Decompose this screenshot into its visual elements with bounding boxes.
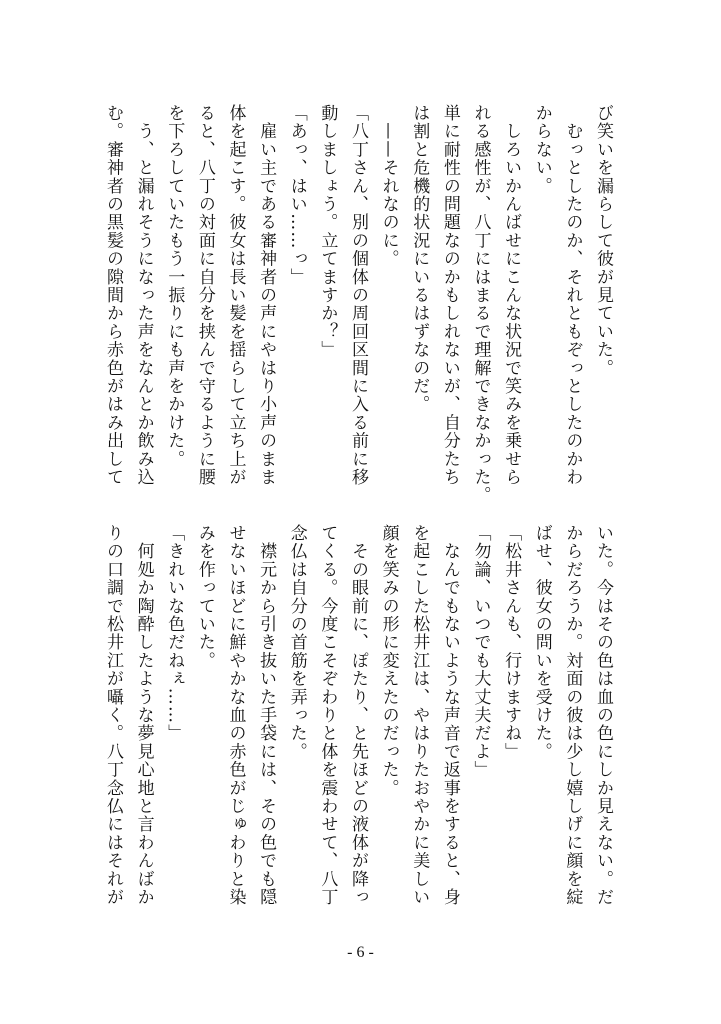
text-line: 顔を笑みの形に変えたのだった。 xyxy=(378,524,399,797)
text-line: う、と漏れそうになった声をなんとか飲み込 xyxy=(133,104,154,487)
text-line: からない。 xyxy=(531,104,552,195)
text-line: れる感性が、八丁にはまるで理解できなかった。 xyxy=(470,104,491,505)
text-line: しろいかんばせにこんな状況で笑みを乗せら xyxy=(501,104,522,487)
page-number: - 6 - xyxy=(347,944,374,961)
text-line: その眼前に、ぽたり、と先ほどの液体が降っ xyxy=(348,524,368,907)
text-line: 単に耐性の問題なのかもしれないが、自分たち xyxy=(439,104,460,487)
text-line: 念仏は自分の首筋を弄った。 xyxy=(286,524,307,761)
lower-text-block xyxy=(103,524,613,924)
text-line: からだろうか。対面の彼は少し嬉しげに顔を綻 xyxy=(562,524,583,907)
text-line: なんでもないような声音で返事をすると、身 xyxy=(439,524,460,907)
text-line: いた。今はその色は血の色にしか見えない。だ xyxy=(593,524,613,907)
text-line: 「あっ、はい……っ」 xyxy=(286,104,307,286)
text-line: 何処か陶酔したような夢見心地と言わんばか xyxy=(133,524,154,907)
text-line: は割と危機的状況にいるはずなのだ。 xyxy=(409,104,430,414)
text-line: 「きれいな色だねぇ……」 xyxy=(164,524,185,743)
text-line: 「松井さんも、行けますね」 xyxy=(501,524,522,761)
text-line: 体を起こす。彼女は長い髪を揺らして立ち上が xyxy=(225,104,246,487)
text-line: む。審神者の黒髪の隙間から赤色がはみ出して xyxy=(103,104,123,487)
text-line: 「八丁さん、別の個体の周回区間に入る前に移 xyxy=(348,104,368,487)
text-line: ばせ、彼女の問いを受けた。 xyxy=(531,524,552,761)
text-line: ると、八丁の対面に自分を挟んで守るように腰 xyxy=(194,104,215,487)
text-line: び笑いを漏らして彼が見ていた。 xyxy=(593,104,613,377)
text-line: 雇い主である審神者の声にやはり小声のまま xyxy=(256,104,277,487)
text-line: 襟元から引き抜いた手袋には、その色でも隠 xyxy=(256,524,277,907)
text-line: てくる。今度こそぞわりと体を震わせて、八丁 xyxy=(317,524,338,907)
text-line: みを作っていた。 xyxy=(194,524,215,670)
text-line: ——それなのに。 xyxy=(378,104,399,268)
text-line: むっとしたのか、それともぞっとしたのかわ xyxy=(562,104,583,487)
upper-text-block xyxy=(103,104,613,504)
text-line: りの口調で松井江が囁く。八丁念仏にはそれが xyxy=(103,524,123,907)
text-line: せないほどに鮮やかな血の赤色がじゅわりと染 xyxy=(225,524,246,907)
text-line: 動しましょう。立てますか？」 xyxy=(317,104,338,359)
text-line: を下ろしていたもう一振りにも声をかけた。 xyxy=(164,104,185,468)
text-line: を起こした松井江は、やはりたおやかに美しい xyxy=(409,524,430,907)
text-line: 「勿論、いつでも大丈夫だよ」 xyxy=(470,524,491,779)
